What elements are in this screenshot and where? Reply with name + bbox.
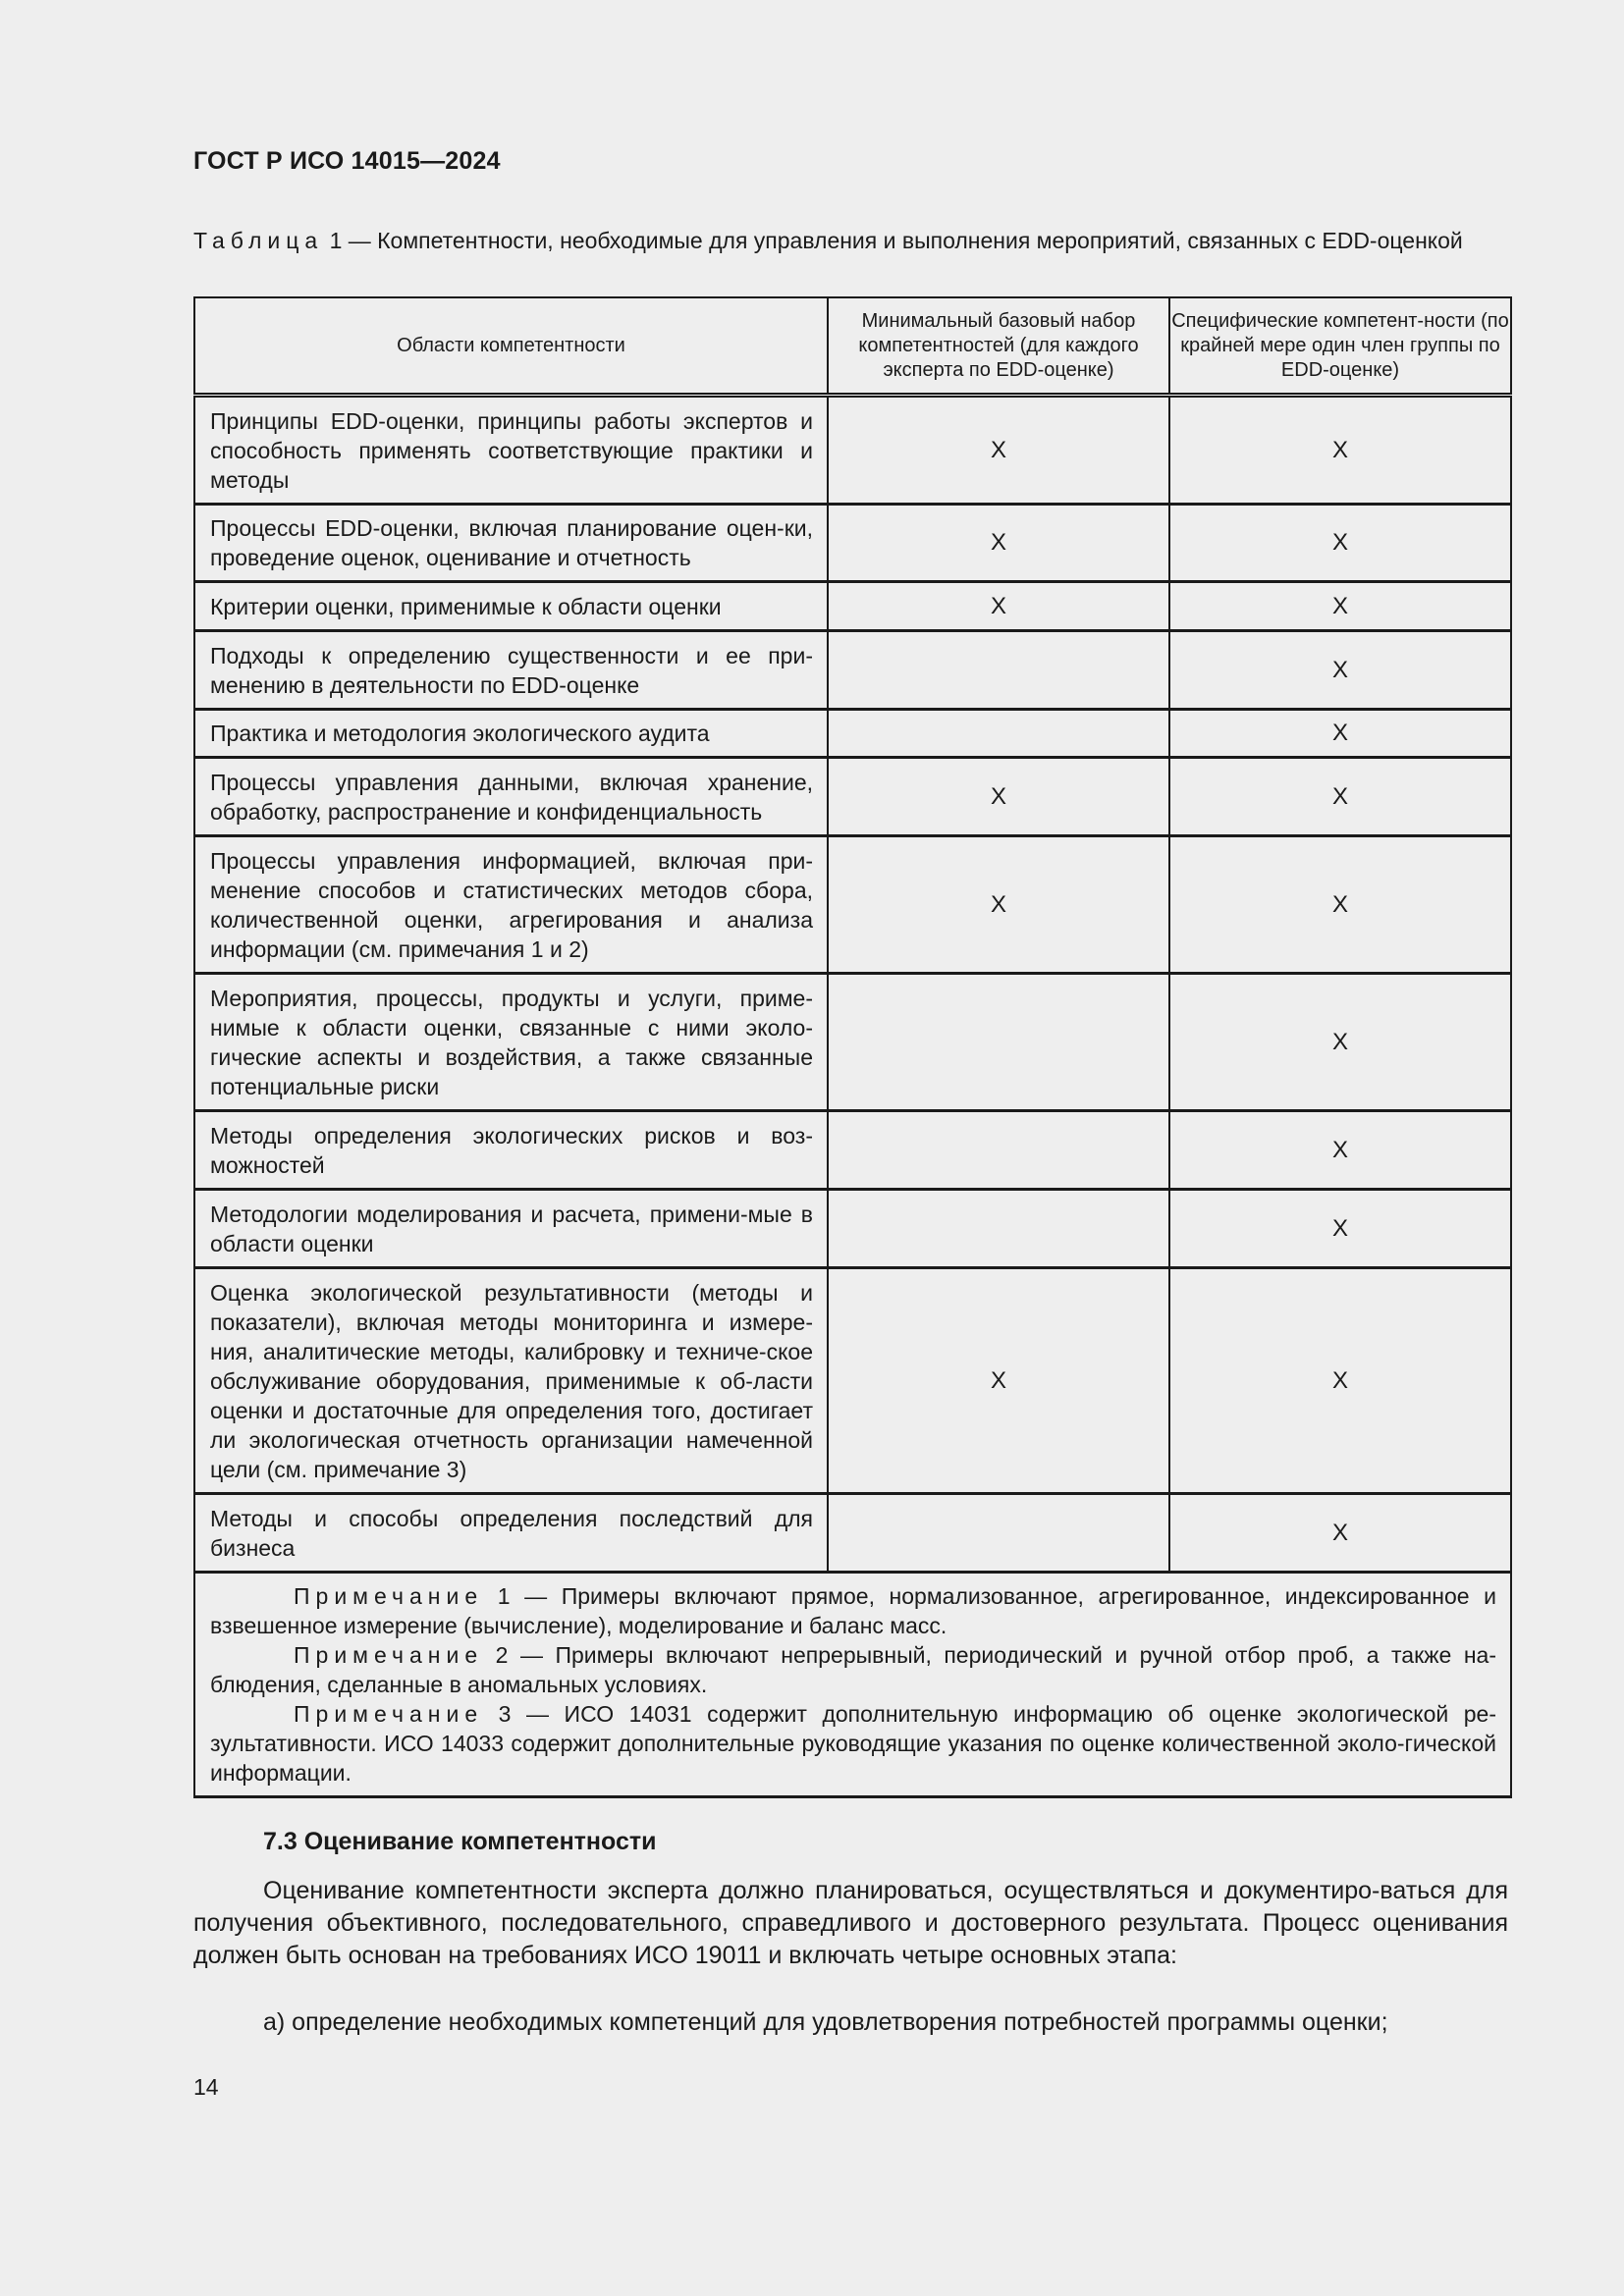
minimal-mark: X — [828, 836, 1169, 974]
competence-table — [193, 296, 1512, 1798]
table-row — [194, 974, 1511, 1111]
minimal-mark — [828, 1190, 1169, 1268]
table-row — [194, 1111, 1511, 1190]
table-notes-row — [194, 1573, 1511, 1797]
table-header-row — [194, 297, 1511, 396]
competence-area: Оценка экологической результативности (методы и показатели), включая методы мониторинга и измере-ния, аналитические методы, калибровку и техниче-ское обслуживание оборудования, применимые к об-ласти оценки и достаточные для определения того, достигает ли экологическая отчетность организации намеченной цели (см. примечание 3) — [194, 1268, 828, 1494]
document-header: ГОСТ Р ИСО 14015—2024 — [193, 147, 501, 175]
specific-mark: X — [1169, 758, 1511, 836]
minimal-mark: X — [828, 396, 1169, 505]
competence-area: Мероприятия, процессы, продукты и услуги, приме-нимые к области оценки, связанные с ними эколо-гические аспекты и воздействия, а также связанные потенциальные риски — [194, 974, 828, 1111]
minimal-mark — [828, 1494, 1169, 1573]
competence-area: Методы определения экологических рисков и воз-можностей — [194, 1111, 828, 1190]
note-label: Примечание — [294, 1583, 484, 1609]
table-row — [194, 836, 1511, 974]
competence-area: Практика и методология экологического аудита — [194, 710, 828, 758]
note-label: Примечание — [294, 1642, 484, 1668]
specific-mark: X — [1169, 710, 1511, 758]
table-row — [194, 710, 1511, 758]
competence-area: Процессы управления данными, включая хранение, обработку, распространение и конфиденциальность — [194, 758, 828, 836]
table-caption-text: 1 — Компетентности, необходимые для управления и выполнения мероприятий, связанных с EDD-оценкой — [323, 228, 1463, 253]
specific-mark: X — [1169, 1268, 1511, 1494]
specific-mark: X — [1169, 505, 1511, 582]
table-row — [194, 505, 1511, 582]
note-text: 2 — Примеры включают непрерывный, периодический и ручной отбор проб, а также на-блюдения, сделанные в аномальных условиях. — [210, 1642, 1496, 1697]
page-number: 14 — [193, 2074, 219, 2100]
specific-mark: X — [1169, 582, 1511, 631]
minimal-mark: X — [828, 505, 1169, 582]
section-title: 7.3 Оценивание компетентности — [263, 1828, 657, 1855]
table-row — [194, 631, 1511, 710]
note-text: 1 — Примеры включают прямое, нормализованное, агрегированное, индексированное и взвешенное измерение (вычисление), моделирование и баланс масс. — [210, 1583, 1496, 1638]
competence-area: Методы и способы определения последствий для бизнеса — [194, 1494, 828, 1573]
specific-mark: X — [1169, 1190, 1511, 1268]
specific-mark: X — [1169, 631, 1511, 710]
minimal-mark: X — [828, 758, 1169, 836]
column-header-areas: Области компетентности — [194, 297, 828, 396]
competence-area: Подходы к определению существенности и ее при-менению в деятельности по EDD-оценке — [194, 631, 828, 710]
table-row — [194, 1268, 1511, 1494]
table-row — [194, 582, 1511, 631]
table-note-3 — [210, 1699, 1496, 1788]
specific-mark: X — [1169, 1111, 1511, 1190]
competence-area: Принципы EDD-оценки, принципы работы экспертов и способность применять соответствующие практики и методы — [194, 396, 828, 505]
column-header-minimal: Минимальный базовый набор компетентностей (для каждого эксперта по EDD-оценке) — [828, 297, 1169, 396]
table-note-1 — [210, 1581, 1496, 1640]
table-notes — [194, 1573, 1511, 1797]
list-item: а) определение необходимых компетенций для удовлетворения потребностей программы оценки; — [263, 2008, 1388, 2036]
competence-area: Процессы EDD-оценки, включая планирование оцен-ки, проведение оценок, оценивание и отчетность — [194, 505, 828, 582]
minimal-mark: X — [828, 582, 1169, 631]
competence-area: Критерии оценки, применимые к области оценки — [194, 582, 828, 631]
minimal-mark — [828, 710, 1169, 758]
specific-mark: X — [1169, 1494, 1511, 1573]
minimal-mark — [828, 974, 1169, 1111]
specific-mark: X — [1169, 974, 1511, 1111]
column-header-specific: Специфические компетент-ности (по крайней мере один член группы по EDD-оценке) — [1169, 297, 1511, 396]
specific-mark: X — [1169, 396, 1511, 505]
minimal-mark — [828, 1111, 1169, 1190]
specific-mark: X — [1169, 836, 1511, 974]
table-row — [194, 396, 1511, 505]
competence-area: Процессы управления информацией, включая при-менение способов и статистических методов сбора, количественной оценки, агрегирования и анализа информации (см. примечания 1 и 2) — [194, 836, 828, 974]
table-row — [194, 758, 1511, 836]
table-row — [194, 1190, 1511, 1268]
section-paragraph: Оценивание компетентности эксперта должно планироваться, осуществляться и документиро-ваться для получения объективного, последовательного, справедливого и достоверного результата. Процесс оценивания должен быть основан на требованиях ИСО 19011 и включать четыре основных этапа: — [193, 1877, 1508, 1969]
minimal-mark: X — [828, 1268, 1169, 1494]
table-caption — [193, 226, 1508, 255]
table-row — [194, 1494, 1511, 1573]
table-caption-label: Таблица — [193, 228, 324, 253]
competence-area: Методологии моделирования и расчета, примени-мые в области оценки — [194, 1190, 828, 1268]
note-label: Примечание — [294, 1701, 484, 1727]
minimal-mark — [828, 631, 1169, 710]
note-text: 3 — ИСО 14031 содержит дополнительную информацию об оценке экологической ре-зультативности. ИСО 14033 содержит дополнительные руководящие указания по оценке количественной эколо-гической информации. — [210, 1701, 1496, 1786]
table-note-2 — [210, 1640, 1496, 1699]
